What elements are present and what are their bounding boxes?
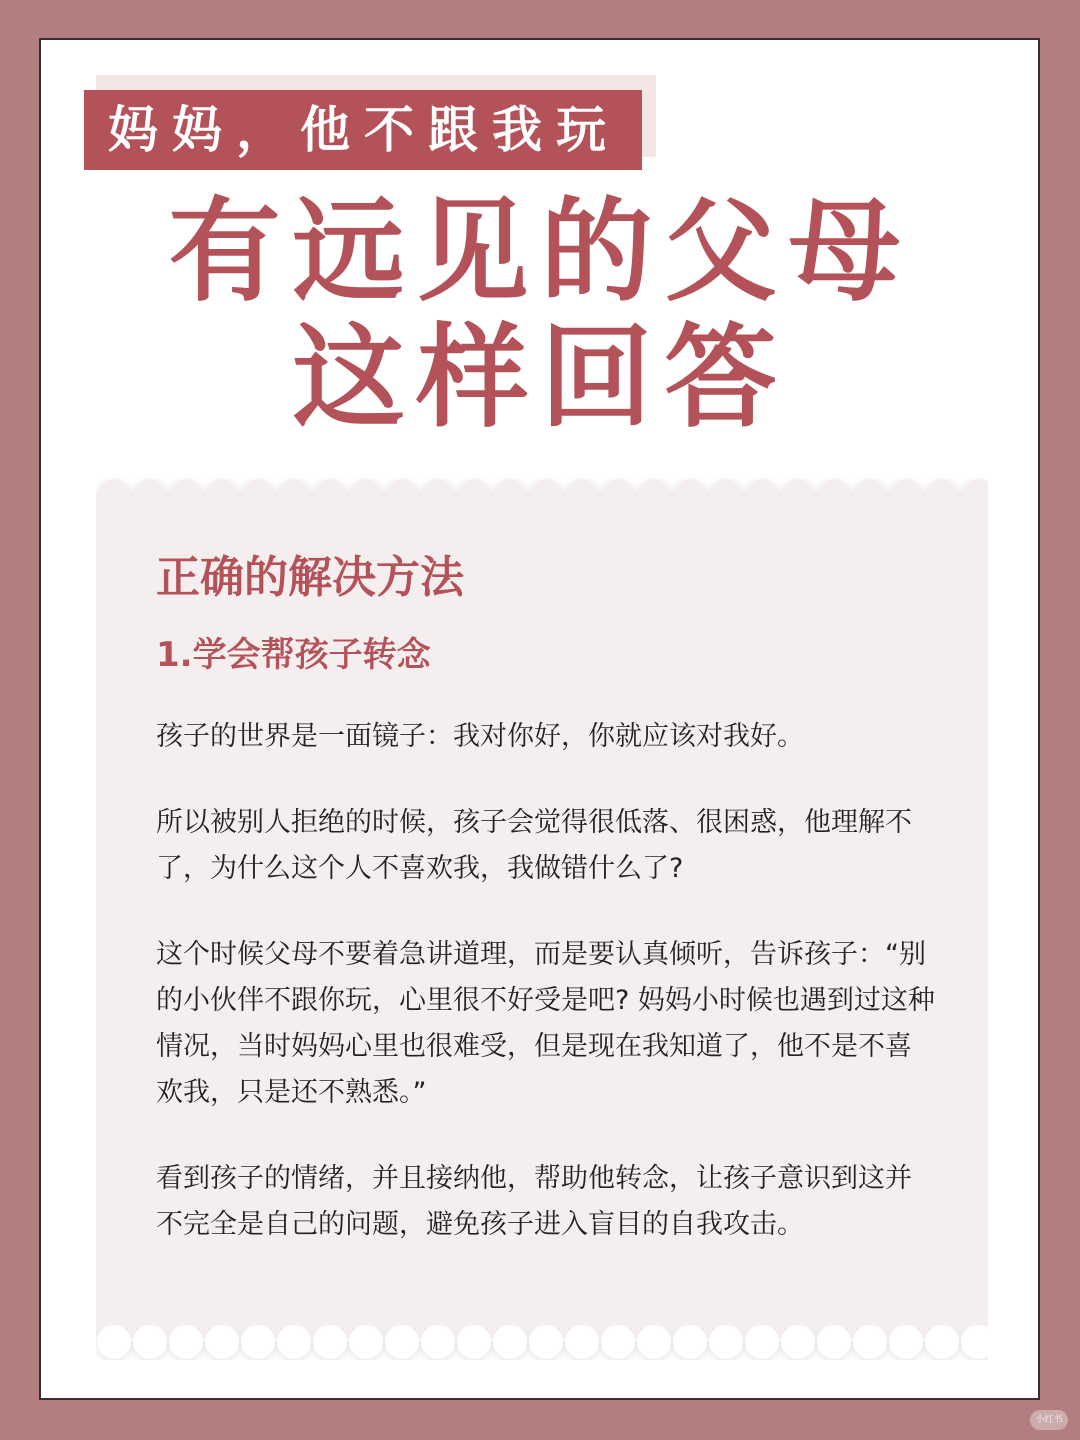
top-scallop [169,479,203,513]
bottom-scallop [457,1325,491,1359]
bottom-scallop [529,1325,563,1359]
top-scallop [457,479,491,513]
top-scallop [565,479,599,513]
section-title: 正确的解决方法 [156,552,464,603]
bottom-scallop [889,1325,923,1359]
bottom-scallop [709,1325,743,1359]
tag-label: 妈妈，他不跟我玩 [84,90,642,170]
top-scallop [817,479,851,513]
bottom-scallop [133,1325,167,1359]
watermark-badge: 小红书 [1030,1410,1068,1430]
bottom-scallop [493,1325,527,1359]
bottom-scallop [745,1325,779,1359]
top-scallop [853,479,887,513]
bottom-scallop [601,1325,635,1359]
top-scallop [601,479,635,513]
top-scallop [349,479,383,513]
paragraph-2: 所以被别人拒绝的时候，孩子会觉得很低落、很困惑，他理解不了，为什么这个人不喜欢我，我做错什么了? [156,807,912,884]
headline-line-2: 这样回答 [292,313,789,443]
bottom-scallop [781,1325,815,1359]
bottom-scallop [637,1325,671,1359]
bottom-scallop [817,1325,851,1359]
top-scallop [277,479,311,513]
bottom-scallop [349,1325,383,1359]
bottom-scallop [385,1325,419,1359]
top-scallop [637,479,671,513]
top-scallop [493,479,527,513]
top-scallop [781,479,815,513]
top-scallop [241,479,275,513]
sub-title: 1.学会帮孩子转念 [156,635,431,675]
bottom-scallop [565,1325,599,1359]
top-scallop [709,479,743,513]
top-scallop [133,479,167,513]
paragraph-1: 孩子的世界是一面镜子：我对你好，你就应该对我好。 [156,721,804,752]
bottom-scallop [97,1325,131,1359]
top-scallop [313,479,347,513]
bottom-scallop [925,1325,959,1359]
headline-line-1: 有远见的父母 [168,187,913,317]
bottom-scallop [313,1325,347,1359]
bottom-scallop [421,1325,455,1359]
top-scallop [673,479,707,513]
top-scallop [889,479,923,513]
top-scallop [925,479,959,513]
paragraph-3: 这个时候父母不要着急讲道理，而是要认真倾听，告诉孩子：“别的小伙伴不跟你玩，心里很不好受是吧? 妈妈小时候也遇到过这种情况，当时妈妈心里也很难受，但是现在我知道了，他不是不喜欢我，只是还不熟悉。” [156,939,935,1108]
paragraph-4: 看到孩子的情绪，并且接纳他，帮助他转念，让孩子意识到这并不完全是自己的问题，避免孩子进入盲目的自我攻击。 [156,1163,912,1240]
bottom-scallop [277,1325,311,1359]
paper-content [156,548,936,1248]
top-scallop [745,479,779,513]
bottom-scallop [169,1325,203,1359]
top-scallop [205,479,239,513]
top-scallop [97,479,131,513]
top-scallop [529,479,563,513]
bottom-scallop [673,1325,707,1359]
top-scallop [385,479,419,513]
bottom-scallop [853,1325,887,1359]
bottom-scallop [241,1325,275,1359]
top-scallop [421,479,455,513]
bottom-scallop [205,1325,239,1359]
scalloped-paper [96,478,988,1360]
